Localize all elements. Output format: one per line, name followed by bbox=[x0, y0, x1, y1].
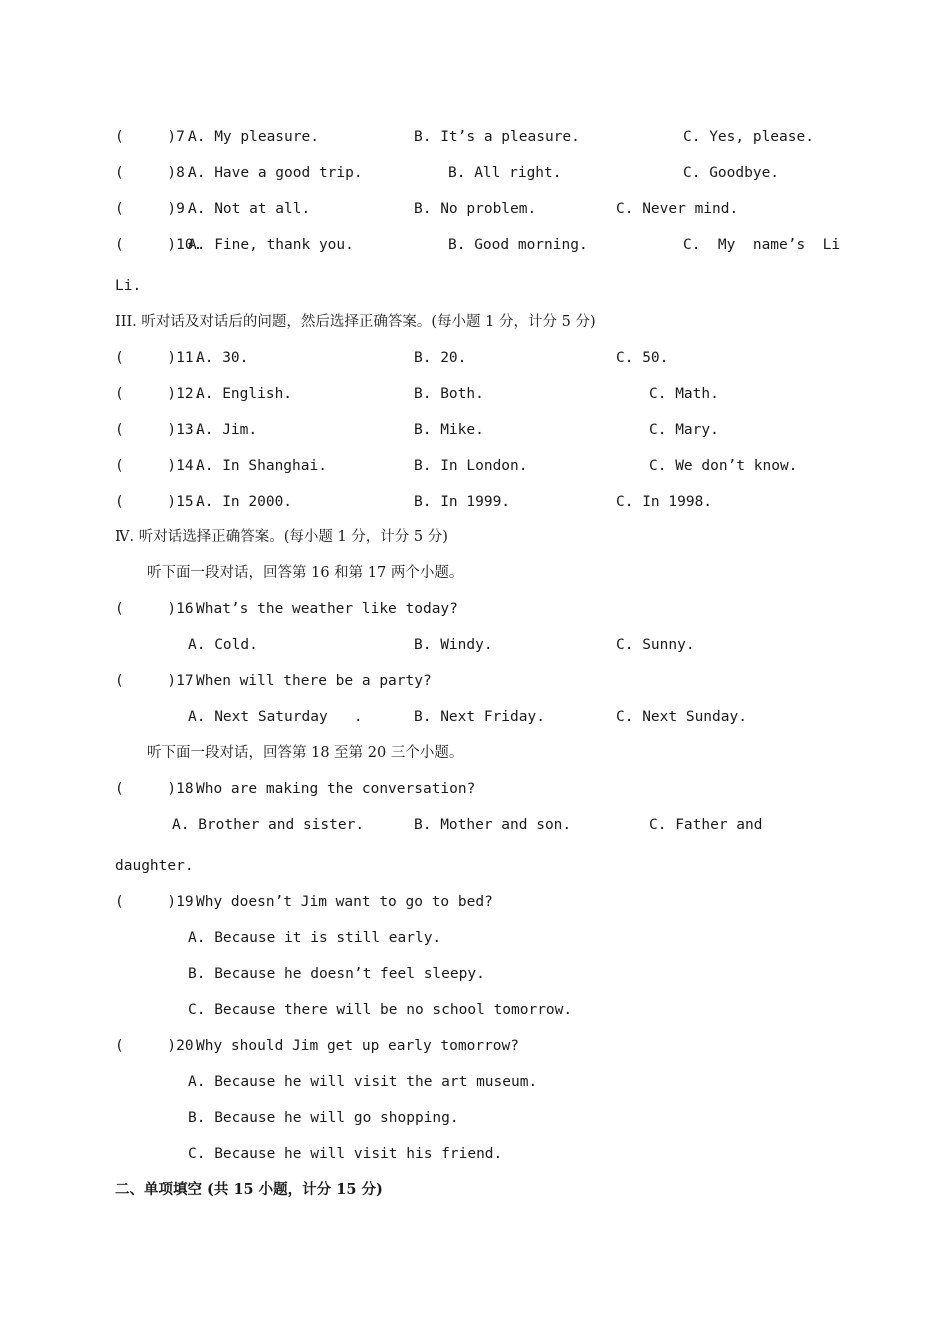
question-20-number: ( )20. bbox=[115, 1038, 203, 1054]
question-17-option-a: A. Next Saturday . bbox=[188, 709, 363, 725]
question-10-option-a: A. Fine, thank you. bbox=[188, 237, 354, 253]
section-3-heading: III. 听对话及对话后的问题，然后选择正确答案。(每小题 1 分，计分 5 分) bbox=[115, 314, 596, 330]
question-14-option-c: C. We don’t know. bbox=[649, 458, 798, 474]
question-8-option-b: B. All right. bbox=[448, 165, 562, 181]
question-17-text: When will there be a party? bbox=[196, 673, 432, 689]
question-7-number: ( )7. bbox=[115, 129, 194, 145]
question-10-number: ( )10. bbox=[115, 237, 203, 253]
question-13-option-a: A. Jim. bbox=[196, 422, 258, 438]
question-16-number: ( )16. bbox=[115, 601, 203, 617]
question-18-option-a: A. Brother and sister. bbox=[172, 817, 365, 833]
question-12-option-b: B. Both. bbox=[414, 386, 484, 402]
question-7-option-c: C. Yes, please. bbox=[683, 129, 814, 145]
question-15-option-a: A. In 2000. bbox=[196, 494, 293, 510]
question-15-option-c: C. In 1998. bbox=[616, 494, 713, 510]
question-20-text: Why should Jim get up early tomorrow? bbox=[196, 1038, 520, 1054]
question-16-option-b: B. Windy. bbox=[414, 637, 493, 653]
question-11-option-a: A. 30. bbox=[196, 350, 249, 366]
question-14-option-a: A. In Shanghai. bbox=[196, 458, 327, 474]
question-20-option-c: C. Because he will visit his friend. bbox=[188, 1146, 503, 1162]
question-12-number: ( )12. bbox=[115, 386, 203, 402]
question-20-option-b: B. Because he will go shopping. bbox=[188, 1110, 459, 1126]
question-16-option-c: C. Sunny. bbox=[616, 637, 695, 653]
question-18-option-b: B. Mother and son. bbox=[414, 817, 572, 833]
question-9-option-b: B. No problem. bbox=[414, 201, 537, 217]
question-17-number: ( )17. bbox=[115, 673, 203, 689]
question-19-number: ( )19. bbox=[115, 894, 203, 910]
part-2-heading: 二、单项填空 (共 15 小题，计分 15 分) bbox=[115, 1181, 383, 1198]
question-9-number: ( )9. bbox=[115, 201, 194, 217]
question-13-option-c: C. Mary. bbox=[649, 422, 719, 438]
question-11-option-c: C. 50. bbox=[616, 350, 669, 366]
question-10-option-c: C. My name’s Li bbox=[683, 237, 841, 253]
question-15-option-b: B. In 1999. bbox=[414, 494, 511, 510]
question-18-number: ( )18. bbox=[115, 781, 203, 797]
question-10-option-b: B. Good morning. bbox=[448, 237, 588, 253]
question-12-option-c: C. Math. bbox=[649, 386, 719, 402]
question-17-option-b: B. Next Friday. bbox=[414, 709, 545, 725]
question-19-text: Why doesn’t Jim want to go to bed? bbox=[196, 894, 493, 910]
question-14-option-b: B. In London. bbox=[414, 458, 528, 474]
question-12-option-a: A. English. bbox=[196, 386, 293, 402]
question-7-option-b: B. It’s a pleasure. bbox=[414, 129, 580, 145]
question-9-option-c: C. Never mind. bbox=[616, 201, 739, 217]
question-20-option-a: A. Because he will visit the art museum. bbox=[188, 1074, 538, 1090]
question-15-number: ( )15. bbox=[115, 494, 203, 510]
question-18-text: Who are making the conversation? bbox=[196, 781, 476, 797]
question-18-option-c-continued: daughter. bbox=[115, 858, 194, 874]
section-4-intro-2: 听下面一段对话，回答第 18 至第 20 三个小题。 bbox=[147, 745, 464, 761]
question-8-number: ( )8. bbox=[115, 165, 194, 181]
question-18-option-c: C. Father and bbox=[649, 817, 763, 833]
question-19-option-a: A. Because it is still early. bbox=[188, 930, 442, 946]
question-10-option-c-continued: Li. bbox=[115, 278, 142, 294]
question-16-text: What’s the weather like today? bbox=[196, 601, 458, 617]
question-19-option-b: B. Because he doesn’t feel sleepy. bbox=[188, 966, 485, 982]
question-19-option-c: C. Because there will be no school tomorrow. bbox=[188, 1002, 573, 1018]
question-14-number: ( )14. bbox=[115, 458, 203, 474]
section-4-heading: Ⅳ. 听对话选择正确答案。(每小题 1 分，计分 5 分) bbox=[115, 529, 448, 545]
question-8-option-a: A. Have a good trip. bbox=[188, 165, 363, 181]
question-16-option-a: A. Cold. bbox=[188, 637, 258, 653]
question-17-option-c: C. Next Sunday. bbox=[616, 709, 747, 725]
question-7-option-a: A. My pleasure. bbox=[188, 129, 319, 145]
question-11-number: ( )11. bbox=[115, 350, 203, 366]
section-4-intro-1: 听下面一段对话，回答第 16 和第 17 两个小题。 bbox=[147, 565, 464, 581]
question-11-option-b: B. 20. bbox=[414, 350, 467, 366]
question-13-number: ( )13. bbox=[115, 422, 203, 438]
question-9-option-a: A. Not at all. bbox=[188, 201, 311, 217]
question-13-option-b: B. Mike. bbox=[414, 422, 484, 438]
question-8-option-c: C. Goodbye. bbox=[683, 165, 780, 181]
